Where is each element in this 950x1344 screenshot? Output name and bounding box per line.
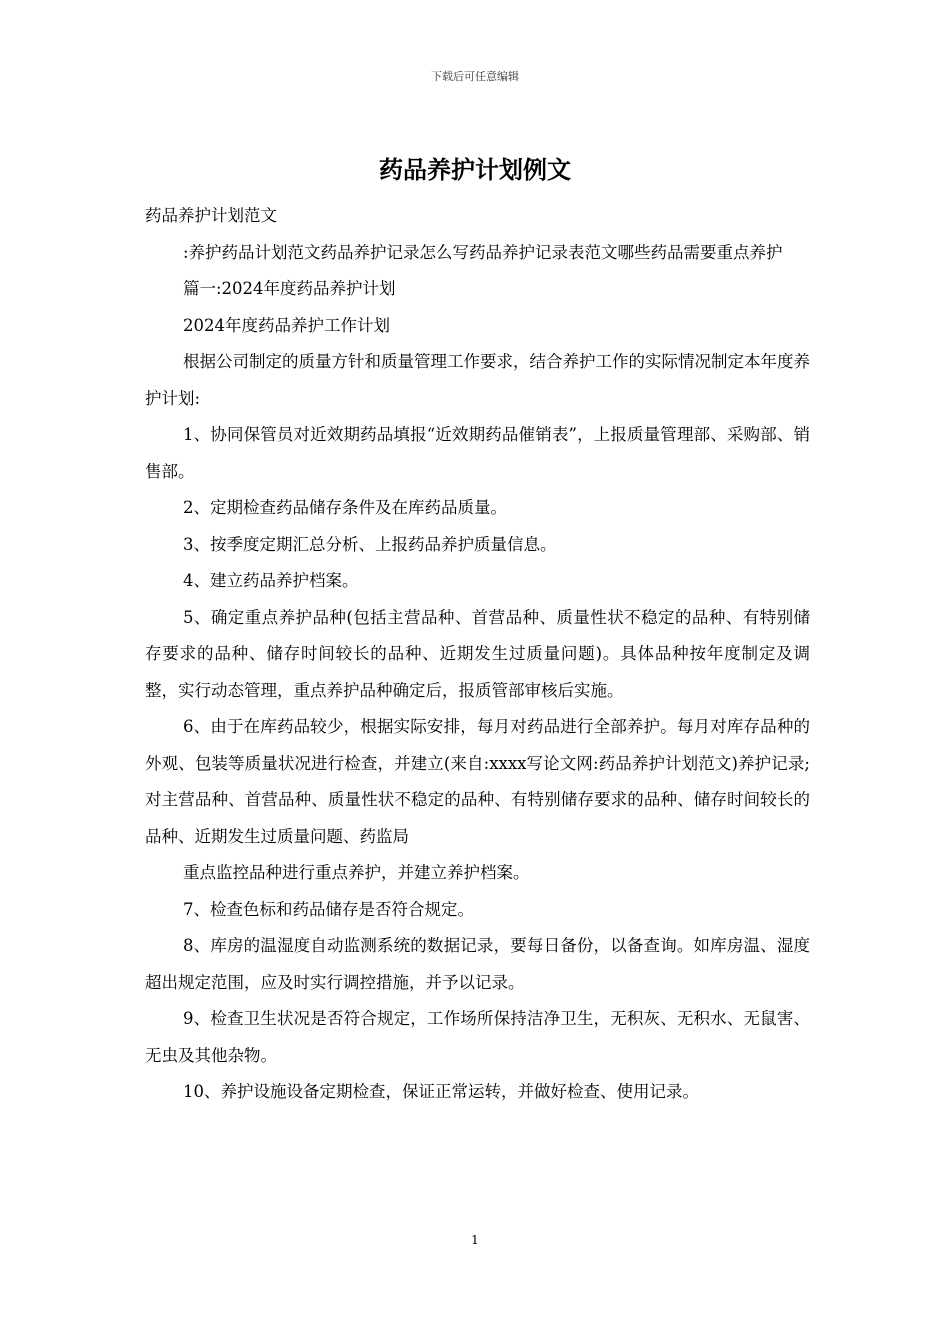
paragraph-subtitle: 药品养护计划范文 <box>145 206 277 225</box>
paragraph-chapter-heading: 篇一:2024年度药品养护计划 <box>183 279 396 298</box>
paragraph-item-8: 8、库房的温湿度自动监测系统的数据记录，要每日备份，以备查询。如库房温、湿度超出规定范围，应及时实行调控措施，并予以记录。 <box>145 936 810 992</box>
document-title: 药品养护计划例文 <box>379 156 571 184</box>
paragraph-intro: 根据公司制定的质量方针和质量管理工作要求，结合养护工作的实际情况制定本年度养护计划: <box>145 352 810 408</box>
page-number: 1 <box>471 1233 479 1247</box>
paragraph-item-9: 9、检查卫生状况是否符合规定，工作场所保持洁净卫生，无积灰、无积水、无鼠害、无虫及其他杂物。 <box>145 1009 810 1065</box>
document-body <box>145 198 810 1111</box>
paragraph-item-1: 1、协同保管员对近效期药品填报“近效期药品催销表”，上报质量管理部、采购部、销售部。 <box>145 425 810 481</box>
paragraph-item-6-continued: 重点监控品种进行重点养护，并建立养护档案。 <box>183 863 530 882</box>
paragraph-item-6: 6、由于在库药品较少，根据实际安排，每月对药品进行全部养护。每月对库存品种的外观、包装等质量状况进行检查，并建立(来自:xxxx写论文网:药品养护计划范文)养护记录;对主营品种、首营品种、质量性状不稳定的品种、有特别储存要求的品种、储存时间较长的品种、近期发生过质量问题、药监局 <box>145 717 810 846</box>
paragraph-keywords: :养护药品计划范文药品养护记录怎么写药品养护记录表范文哪些药品需要重点养护 <box>183 242 783 262</box>
paragraph-item-2: 2、定期检查药品储存条件及在库药品质量。 <box>183 498 507 517</box>
paragraph-plan-heading: 2024年度药品养护工作计划 <box>183 315 390 335</box>
paragraph-item-10: 10、养护设施设备定期检查，保证正常运转，并做好检查、使用记录。 <box>183 1082 699 1101</box>
header-note: 下载后可任意编辑 <box>431 70 519 83</box>
paragraph-item-7: 7、检查色标和药品储存是否符合规定。 <box>183 899 474 919</box>
paragraph-item-3: 3、按季度定期汇总分析、上报药品养护质量信息。 <box>183 534 557 554</box>
paragraph-item-4: 4、建立药品养护档案。 <box>183 571 359 590</box>
paragraph-item-5: 5、确定重点养护品种(包括主营品种、首营品种、质量性状不稳定的品种、有特别储存要求的品种、储存时间较长的品种、近期发生过质量问题)。具体品种按年度制定及调整，实行动态管理，重点养护品种确定后，报质管部审核后实施。 <box>145 607 810 700</box>
